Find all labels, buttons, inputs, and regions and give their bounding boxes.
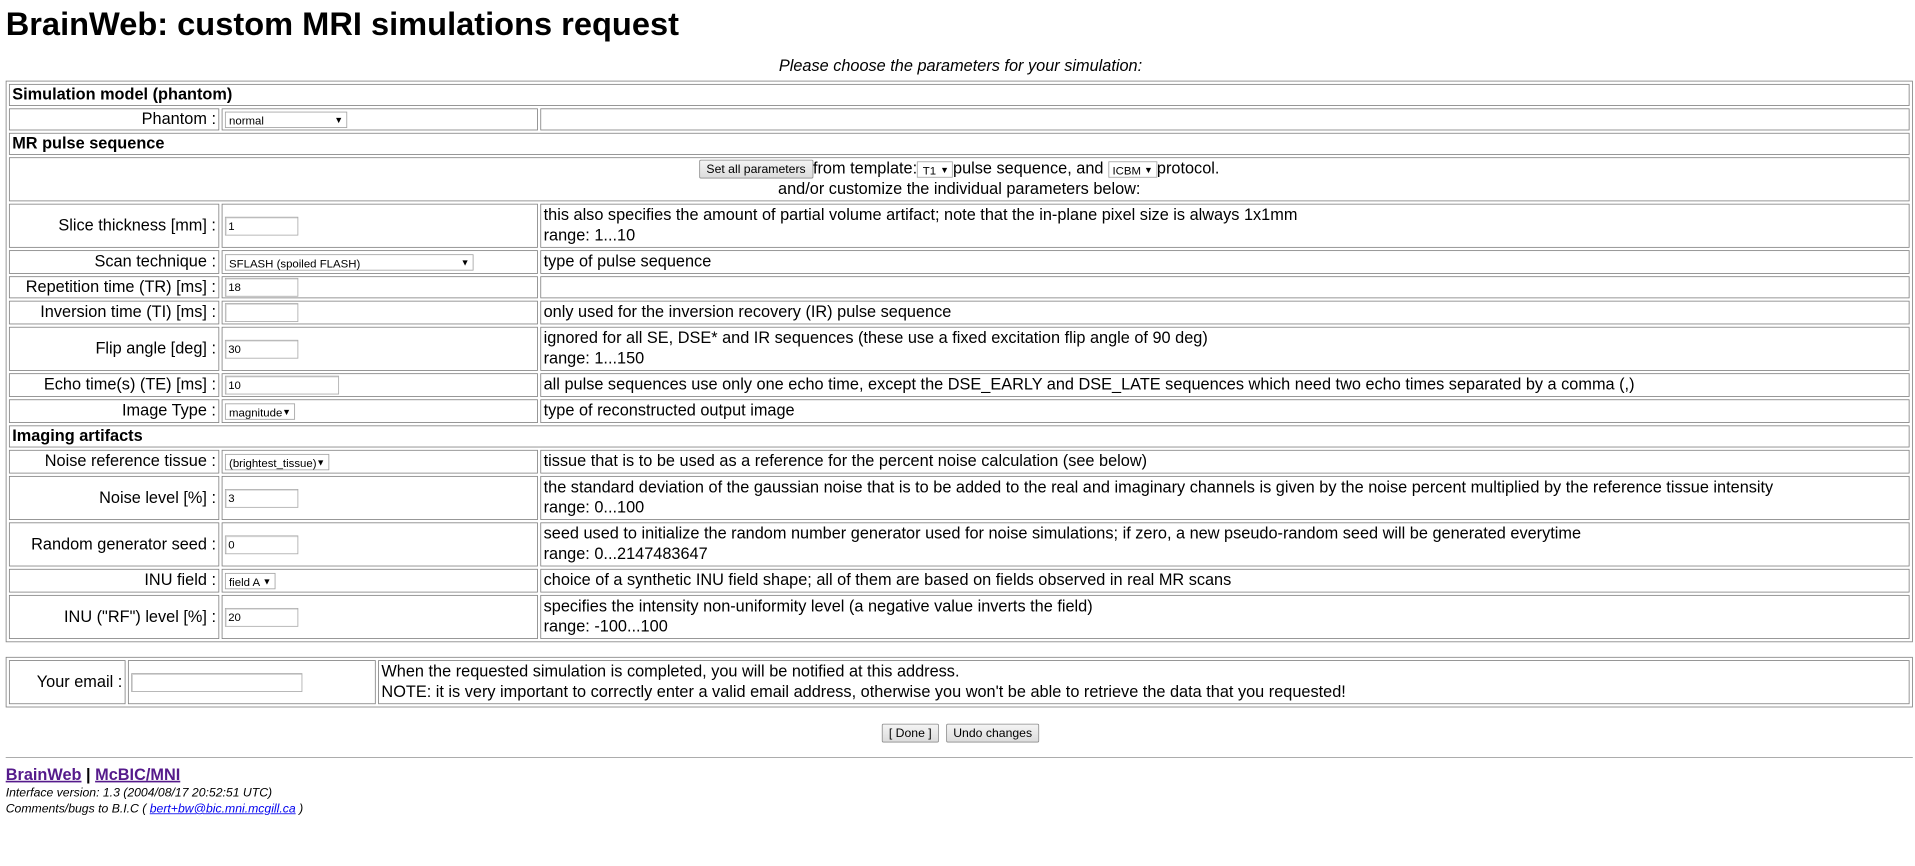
image-type-desc: type of reconstructed output image [540,400,1909,424]
email-desc: When the requested simulation is completed, you will be notified at this address. [381,662,960,681]
pulse-sequence-text: pulse sequence, and [953,159,1104,178]
te-input[interactable]: 10 [225,376,339,395]
email-note: NOTE: it is very important to correctly enter a valid email address, otherwise you won't be able to retrieve the data that you requested! [381,683,1346,702]
flip-angle-desc: ignored for all SE, DSE* and IR sequences (these use a fixed excitation flip angle of 90 deg) [543,329,1208,348]
tr-input[interactable]: 18 [225,278,298,297]
tr-desc [540,276,1909,298]
chevron-down-icon: ▼ [334,115,344,126]
scan-technique-desc: type of pulse sequence [540,250,1909,274]
inu-field-select[interactable]: field A ▼ [225,573,276,589]
intro-text: Please choose the parameters for your simulation: [778,57,1143,75]
ti-label: Inversion time (TI) [ms] : [9,301,219,325]
chevron-down-icon: ▼ [262,576,272,587]
form-actions [6,724,1915,743]
inu-level-range: range: -100...100 [543,617,668,636]
tr-label: Repetition time (TR) [ms] : [9,276,219,298]
scan-technique-select[interactable]: SFLASH (spoiled FLASH) ▼ [225,254,474,270]
slice-thickness-input[interactable]: 1 [225,216,298,235]
customize-text: and/or customize the individual parameters below: [778,180,1141,199]
inu-level-input[interactable]: 20 [225,608,298,627]
image-type-select[interactable]: magnitude ▼ [225,403,295,419]
te-label: Echo time(s) (TE) [ms] : [9,373,219,397]
brainweb-link[interactable]: BrainWeb [5,766,82,785]
image-type-label: Image Type : [9,400,219,424]
inu-level-label: INU ("RF") level [%] : [9,595,219,639]
from-template-text: from template: [812,159,918,178]
set-all-parameters-button[interactable]: Set all parameters [699,160,813,179]
noise-level-desc: the standard deviation of the gaussian noise that is to be added to the real and imaginary channels is given by the noise percent multiplied by the reference tissue intensity [543,478,1774,497]
seed-range: range: 0...2147483647 [543,545,708,564]
slice-thickness-desc: this also specifies the amount of partial volume artifact; note that the in-plane pixel size is always 1x1mm [543,206,1298,225]
scan-technique-label: Scan technique : [9,250,219,274]
chevron-down-icon: ▼ [1143,165,1153,175]
footer-links [6,766,1915,785]
email-label: Your email : [9,660,126,704]
ti-desc: only used for the inversion recovery (IR) pulse sequence [540,301,1909,325]
noise-reference-select[interactable]: (brightest_tissue) ▼ [225,454,329,470]
email-table [6,657,1913,708]
comments-prefix: Comments/bugs to B.I.C ( [5,802,147,816]
noise-level-input[interactable]: 3 [225,489,298,508]
inu-level-desc: specifies the intensity non-uniformity level (a negative value inverts the field) [543,597,1093,616]
noise-level-range: range: 0...100 [543,498,645,517]
page-title: BrainWeb: custom MRI simulations request [5,6,679,43]
seed-desc: seed used to initialize the random number generator used for noise simulations; if zero, a new pseudo-random seed will be generated everytime [543,525,1582,543]
link-separator: | [86,766,91,785]
inu-field-label: INU field : [9,569,219,593]
interface-version: Interface version: 1.3 (2004/08/17 20:52:51 UTC) [5,785,273,800]
section-heading-phantom: Simulation model (phantom) [9,84,1910,106]
contact-email-link[interactable]: bert+bw@bic.mni.mcgill.ca [149,802,296,816]
phantom-select[interactable]: normal ▼ [225,111,347,127]
parameters-table [6,81,1913,643]
footer-divider [6,757,1913,758]
slice-thickness-label: Slice thickness [mm] : [9,204,219,248]
seed-label: Random generator seed : [9,523,219,567]
chevron-down-icon: ▼ [282,407,291,418]
protocol-text: protocol. [1156,159,1220,178]
template-row [9,157,1910,201]
comments-suffix: ) [299,802,304,816]
phantom-label: Phantom : [9,108,219,130]
inu-field-desc: choice of a synthetic INU field shape; all of them are based on fields observed in real MR scans [540,569,1909,593]
te-desc: all pulse sequences use only one echo time, except the DSE_EARLY and DSE_LATE sequences which need two echo times separated by a comma (,) [540,373,1909,397]
seed-input[interactable]: 0 [225,535,298,554]
noise-reference-desc: tissue that is to be used as a reference for the percent noise calculation (see below) [540,450,1909,474]
done-button[interactable]: [ Done ] [882,724,939,743]
comments-line [6,801,1915,817]
section-heading-artifacts: Imaging artifacts [9,426,1910,448]
flip-angle-label: Flip angle [deg] : [9,327,219,371]
protocol-select[interactable]: ICBM ▼ [1108,161,1157,177]
phantom-desc [540,108,1909,130]
undo-changes-button[interactable]: Undo changes [946,724,1040,743]
mcbic-mni-link[interactable]: McBIC/MNI [95,766,181,785]
ti-input[interactable] [225,303,298,322]
slice-thickness-range: range: 1...10 [543,226,636,245]
noise-level-label: Noise level [%] : [9,476,219,520]
sequence-template-select[interactable]: T1 ▼ [917,161,953,177]
chevron-down-icon: ▼ [460,258,470,268]
chevron-down-icon: ▼ [940,165,949,175]
flip-angle-range: range: 1...150 [543,349,645,368]
chevron-down-icon: ▼ [316,457,326,468]
section-heading-pulse: MR pulse sequence [9,133,1910,155]
noise-reference-label: Noise reference tissue : [9,450,219,474]
flip-angle-input[interactable]: 30 [225,340,298,359]
email-input[interactable] [131,673,302,692]
